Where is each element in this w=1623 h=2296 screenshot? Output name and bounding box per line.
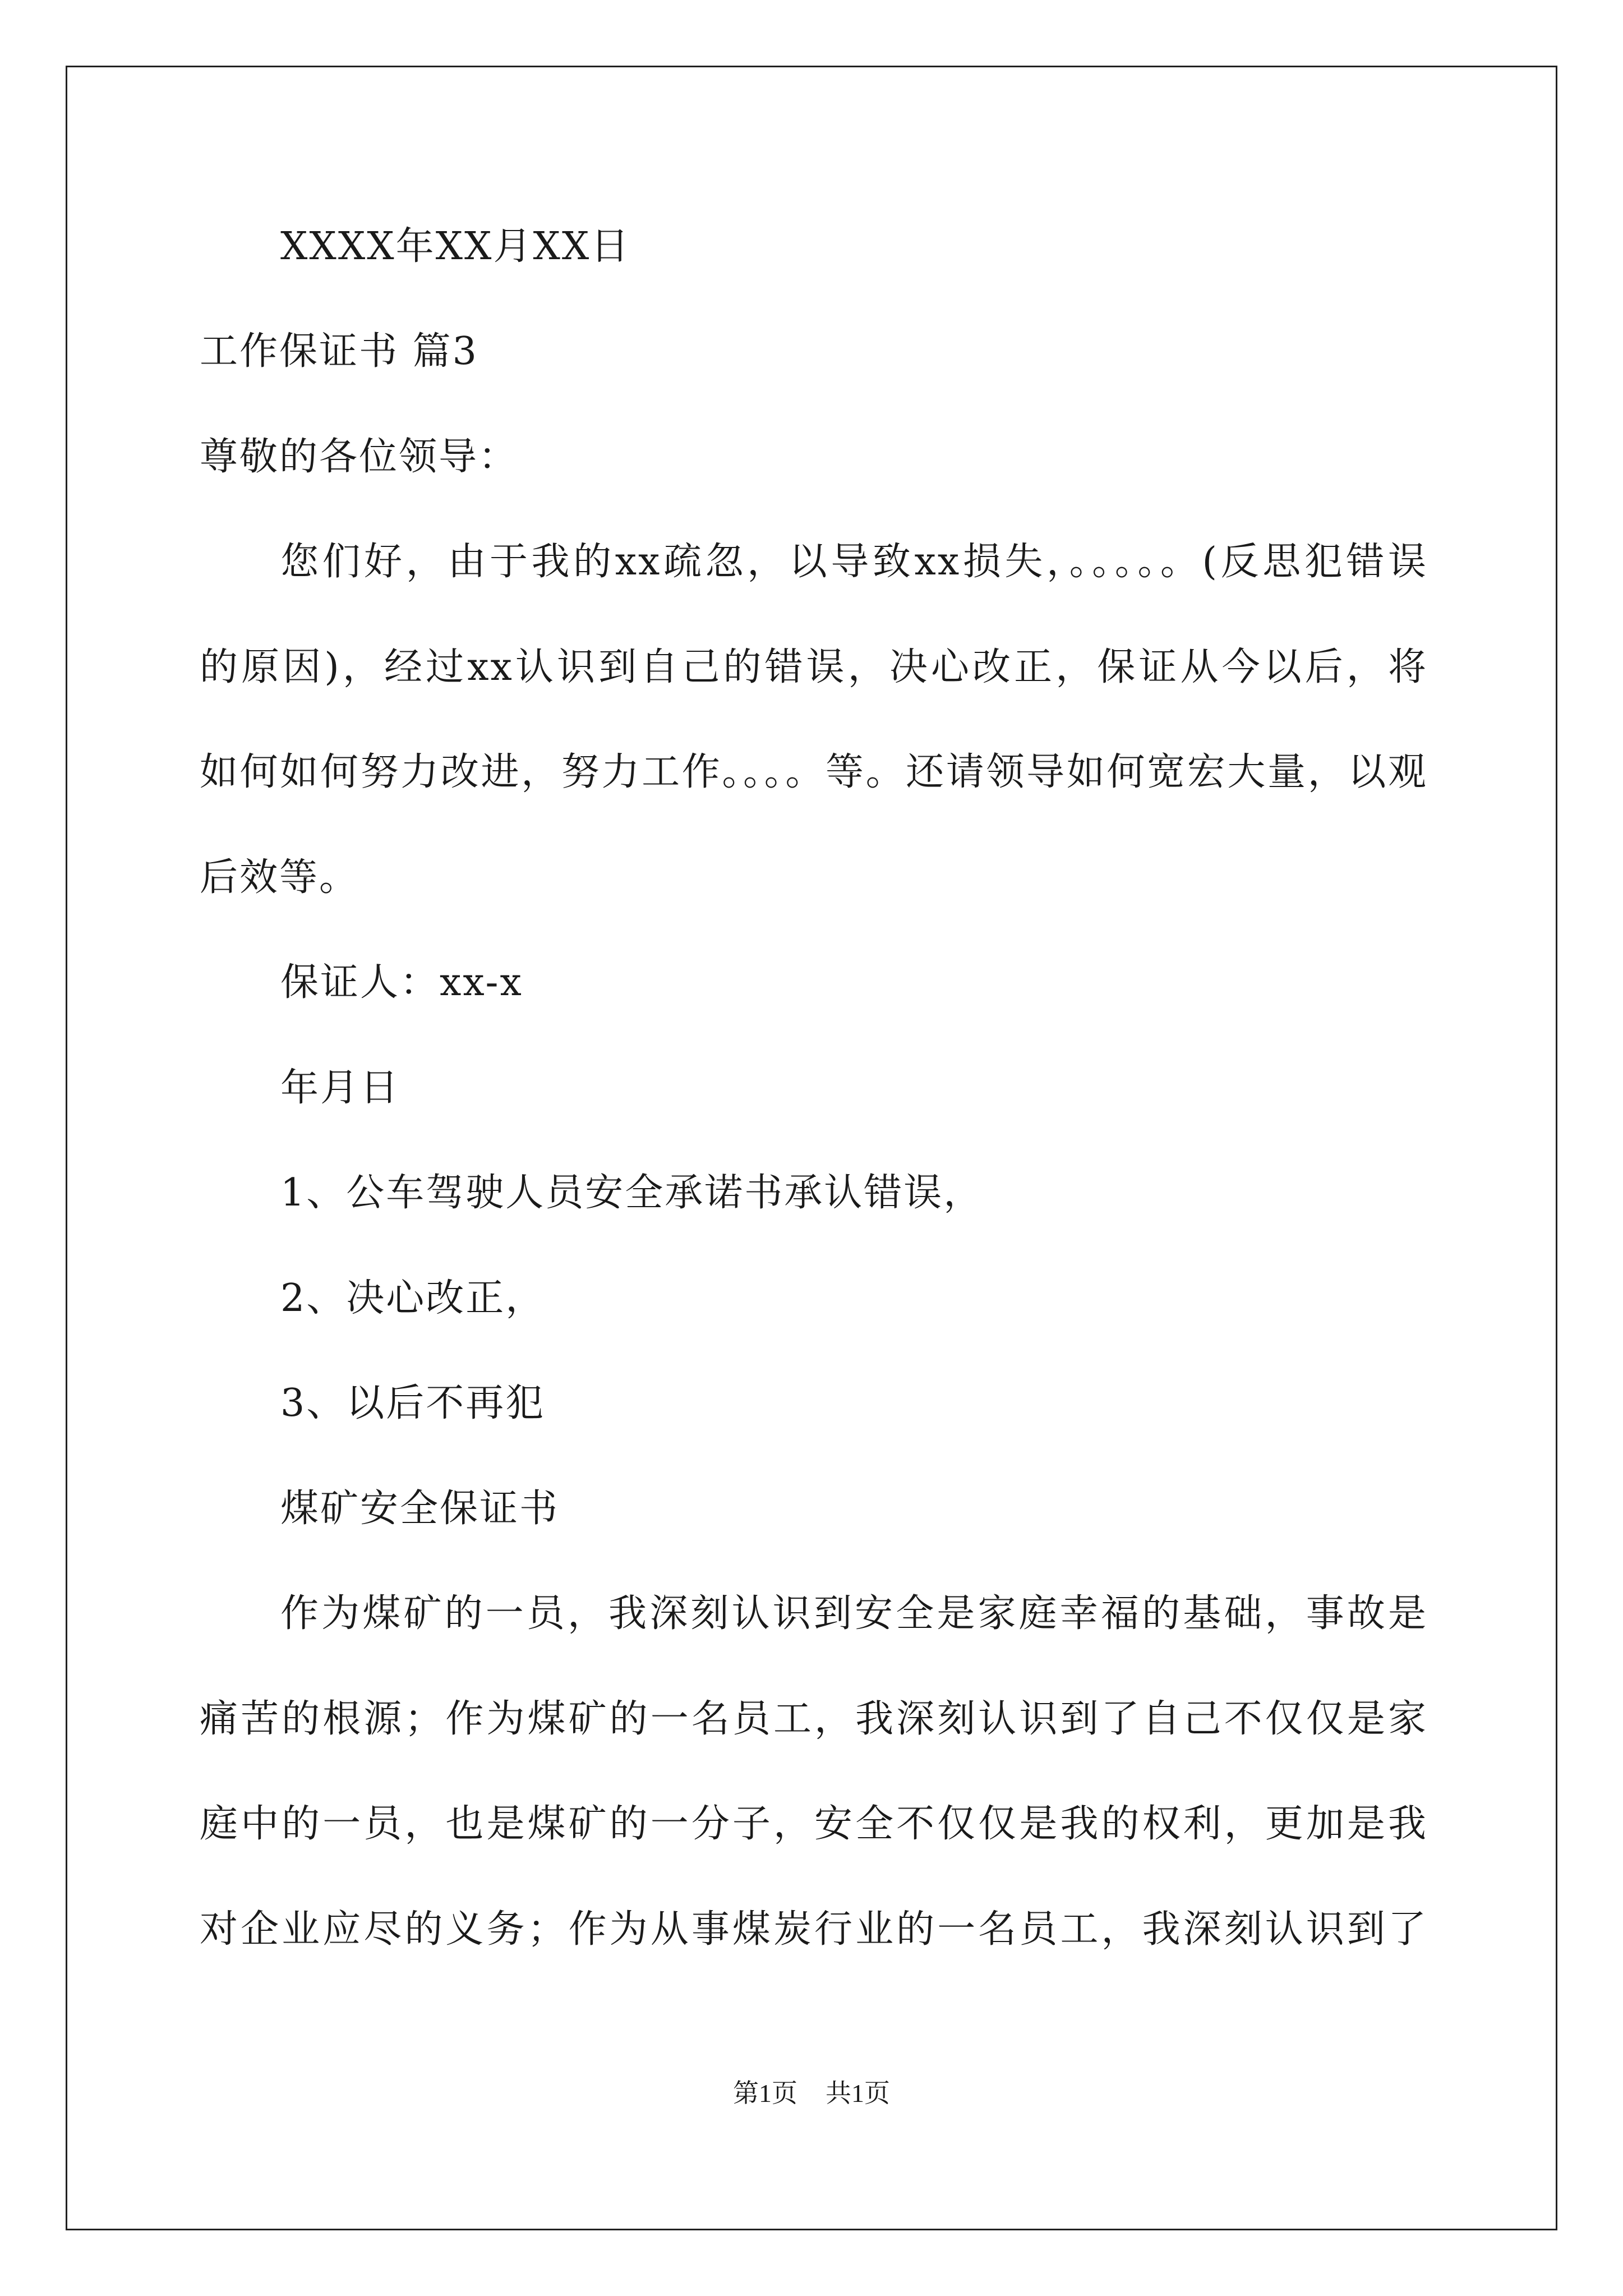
paragraph-line: 对企业应尽的义务；作为从事煤炭行业的一名员工，我深刻认识到了 [200,1907,1428,1952]
paragraph-line: 后效等。 [200,855,359,900]
paragraph-line: 的原因)，经过xx认识到自己的错误，决心改正，保证从今以后，将 [200,645,1428,689]
subsection-title: 煤矿安全保证书 [280,1487,560,1531]
section-heading: 工作保证书 篇3 [200,329,478,374]
paragraph-line: 您们好，由于我的xx疏忽，以导致xx损失，。。。。。(反思犯错误 [280,540,1428,584]
date-line: XXXX年XX月XX日 [280,224,631,269]
paragraph-line: 痛苦的根源；作为煤矿的一名员工，我深刻认识到了自己不仅仅是家 [200,1697,1428,1741]
date-placeholder-line: 年月日 [280,1066,400,1110]
paragraph-line: 庭中的一员，也是煤矿的一分子，安全不仅仅是我的权利，更加是我 [200,1802,1428,1846]
paragraph-line: 作为煤矿的一员，我深刻认识到安全是家庭幸福的基础，事故是 [280,1591,1428,1636]
list-item: 1、公车驾驶人员安全承诺书承认错误， [280,1171,984,1215]
guarantor-line: 保证人：xx-x [280,960,523,1005]
list-item: 2、决心改正， [280,1276,546,1320]
list-item: 3、以后不再犯 [280,1381,546,1425]
page-total: 共1页 [826,2079,890,2108]
paragraph-line: 如何如何努力改进，努力工作。。。。等。还请领导如何宽宏大量，以观 [200,750,1428,794]
page-number: 第1页 [733,2079,797,2108]
page-footer [0,2077,1623,2110]
salutation: 尊敬的各位领导： [200,435,519,479]
